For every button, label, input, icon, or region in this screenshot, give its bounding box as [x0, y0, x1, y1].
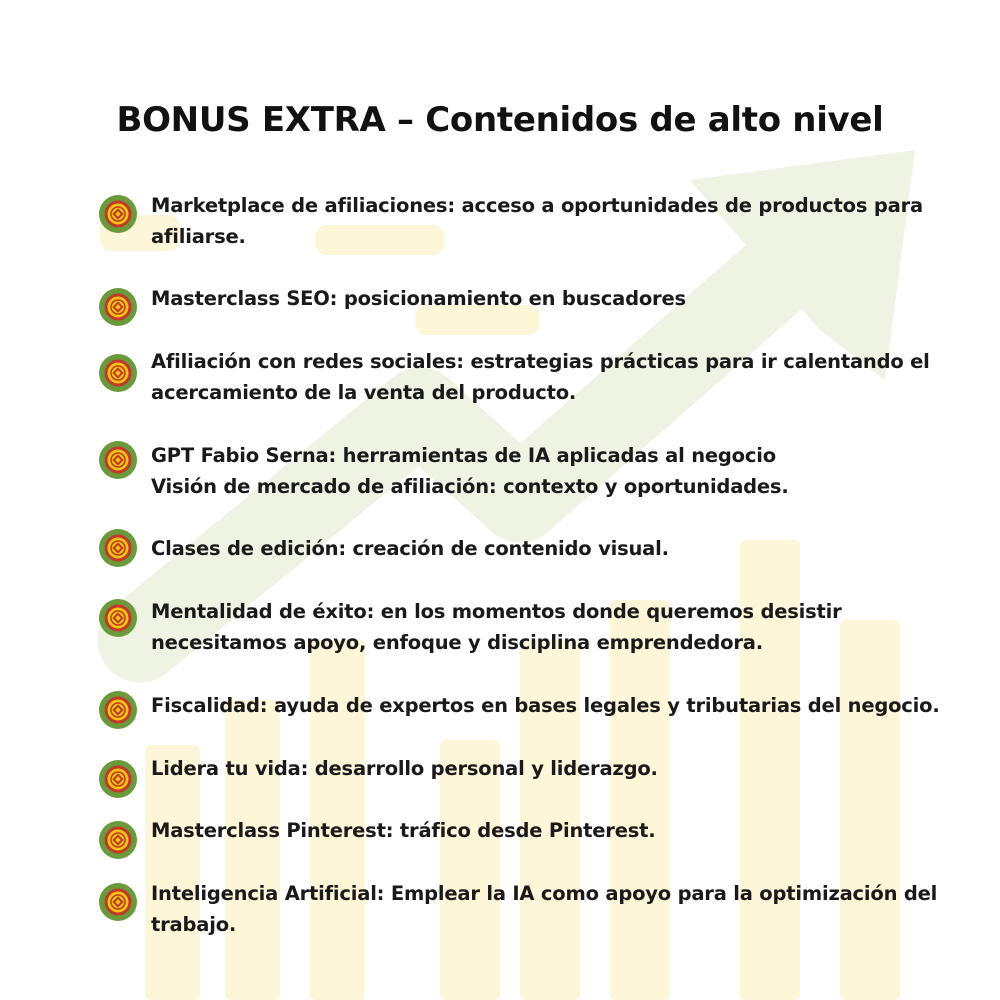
list-item-text — [151, 815, 981, 846]
bullet-icon — [98, 598, 138, 638]
list-item-line: Lidera tu vida: desarrollo personal y liderazgo. — [151, 757, 658, 780]
list-item-line: Masterclass SEO: posicionamiento en buscadores — [151, 287, 686, 310]
list-item-text — [151, 753, 981, 784]
list-item-line: trabajo. — [151, 913, 237, 936]
bullet-icon — [98, 440, 138, 480]
list-item-text — [151, 690, 981, 721]
bullet-icon — [98, 287, 138, 327]
bullet-icon — [98, 528, 138, 568]
list-item-text — [151, 533, 981, 564]
bullet-icon — [98, 759, 138, 799]
bullet-icon — [98, 194, 138, 234]
list-item-line: Mentalidad de éxito: en los momentos donde queremos desistir — [151, 600, 842, 623]
list-item-line: necesitamos apoyo, enfoque y disciplina emprendedora. — [151, 631, 763, 654]
bullet-icon — [98, 882, 138, 922]
list-item-line: Visión de mercado de afiliación: contexto y oportunidades. — [151, 475, 789, 498]
bullet-icon — [98, 690, 138, 730]
list-item-text — [151, 283, 981, 314]
bullet-icon — [98, 820, 138, 860]
list-item-line: Clases de edición: creación de contenido visual. — [151, 537, 669, 560]
list-item-line: Marketplace de afiliaciones: acceso a oportunidades de productos para — [151, 194, 923, 217]
page-title: BONUS EXTRA – Contenidos de alto nivel — [116, 100, 884, 140]
list-item-line: afiliarse. — [151, 225, 246, 248]
list-item-line: Inteligencia Artificial: Emplear la IA como apoyo para la optimización del — [151, 882, 938, 905]
list-item-text — [151, 190, 981, 252]
list-item-text — [151, 878, 981, 940]
list-item-text — [151, 440, 981, 502]
list-item-line: GPT Fabio Serna: herramientas de IA aplicadas al negocio — [151, 444, 776, 467]
list-item-text — [151, 346, 981, 408]
list-item-text — [151, 596, 981, 658]
list-item-line: acercamiento de la venta del producto. — [151, 381, 577, 404]
list-item-line: Afiliación con redes sociales: estrategias prácticas para ir calentando el — [151, 350, 930, 373]
list-item-line: Masterclass Pinterest: tráfico desde Pinterest. — [151, 819, 656, 842]
list-item-line: Fiscalidad: ayuda de expertos en bases legales y tributarias del negocio. — [151, 694, 940, 717]
bullet-icon — [98, 353, 138, 393]
